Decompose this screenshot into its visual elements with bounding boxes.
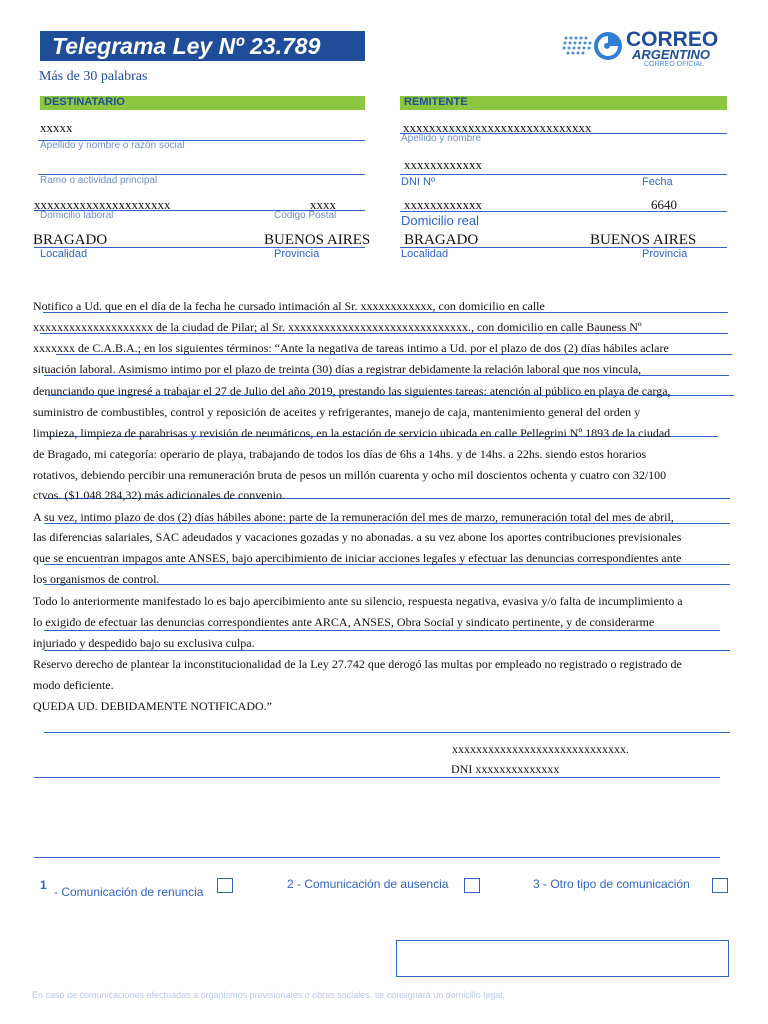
remitente-province-value[interactable]: BUENOS AIRES xyxy=(590,232,697,248)
stamp-box[interactable] xyxy=(396,940,729,977)
logo-word-correo: CORREO xyxy=(626,28,719,51)
body-line: denunciando que ingresé a trabajar el 27 de Julio del año 2019, prestando las siguientes tareas: atención al público en playa de carga, xyxy=(33,384,671,398)
remitente-label: REMITENTE xyxy=(404,96,468,108)
signature-rule xyxy=(34,857,720,858)
remitente-city-value[interactable]: BRAGADO xyxy=(404,232,479,248)
remitente-date-caption: Fecha xyxy=(642,176,673,188)
body-line: xxxxxxx de C.A.B.A.; en los siguientes términos: “Ante la negativa de tareas intimo a Ud. por el plazo de dos (2) días hábiles aclare xyxy=(33,341,669,355)
destinatario-province-value[interactable]: BUENOS AIRES xyxy=(264,232,371,248)
footer-note: En caso de comunicaciones efectuadas a organismos previsionales o obras sociales, se consignará un domicilio legal. xyxy=(32,990,505,1000)
destinatario-province-caption: Provincia xyxy=(274,248,320,260)
option-2-label: 2 - Comunicación de ausencia xyxy=(287,877,449,891)
signature-dni: DNI xxxxxxxxxxxxxx xyxy=(451,762,560,776)
body-line: Reservo derecho de plantear la inconstitucionalidad de la Ley 27.742 que derogó las multas por empleado no registrado o registrado de xyxy=(33,657,682,671)
remitente-province-caption: Provincia xyxy=(642,248,688,260)
logo-swirl-icon xyxy=(592,30,624,62)
remitente-address-line xyxy=(400,211,727,212)
body-line: situación laboral. Asimismo intimo por el plazo de treinta (30) días a registrar debidamente la relación laboral que nos vincula, xyxy=(33,362,642,376)
option-3-checkbox[interactable] xyxy=(712,878,728,893)
body-line: los organismos de control. xyxy=(33,572,160,586)
remitente-dni-value[interactable]: xxxxxxxxxxxx xyxy=(404,157,482,172)
body-line: las diferencias salariales, SAC adeudados y vacaciones gozadas y no abonadas. a su vez abone los aportes contribuciones previsionales xyxy=(33,530,682,544)
signature-rule xyxy=(44,732,730,733)
option-3-label: 3 - Otro tipo de comunicación xyxy=(533,877,690,891)
body-line: de Bragado, mi categoría: operario de playa, trabajando de todos los días de 6hs a 14hs. y de 14hs. a 22hs. siendo estos horarios xyxy=(33,447,647,461)
remitente-dni-line xyxy=(400,174,727,175)
remitente-name-value[interactable]: xxxxxxxxxxxxxxxxxxxxxxxxxxxxx xyxy=(403,120,592,135)
destinatario-postal-caption: Código Postal xyxy=(274,210,337,221)
signature-rule xyxy=(34,777,720,778)
destinatario-activity-caption: Ramo o actividad principal xyxy=(40,175,158,186)
logo-word-argentino: ARGENTINO xyxy=(632,47,710,62)
destinatario-name-value[interactable]: xxxxx xyxy=(40,120,73,135)
option-1-checkbox[interactable] xyxy=(217,878,233,893)
body-line: lo exigido de efectuar las denuncias correspondientes ante ARCA, ANSES, Obra Social y sindicato pertinente, y de considerarme xyxy=(33,615,655,629)
destinatario-city-value[interactable]: BRAGADO xyxy=(33,232,108,248)
remitente-dni-caption: DNI Nº xyxy=(401,176,435,188)
body-line: Notifico a Ud. que en el día de la fecha he cursado intimación al Sr. xxxxxxxxxxxx, con domicilio en calle xyxy=(33,299,545,313)
logo-tagline: CORREO OFICIAL xyxy=(644,61,704,68)
option-1-number: 1 xyxy=(40,878,47,892)
body-line: QUEDA UD. DEBIDAMENTE NOTIFICADO.” xyxy=(33,699,272,713)
remitente-address-caption: Domicilio real xyxy=(401,213,480,228)
body-line: injuriado y despedido bajo su exclusiva culpa. xyxy=(33,636,255,650)
body-line: modo deficiente. xyxy=(33,678,114,692)
body-line: rotativos, debiendo percibir una remuneración bruta de pesos un millón cuarenta y ocho mil doscientos ochenta y cuatro con 32/100 xyxy=(33,468,667,482)
body-line: que se encuentran impagos ante ANSES, bajo apercibimiento de iniciar acciones legales y efectuar las denuncias correspondientes ante xyxy=(33,551,682,565)
body-line: limpieza, limpieza de parabrisas y revisión de neumáticos, en la estación de servicio ubicada en calle Pellegrini Nº 1893 de la ciudad xyxy=(33,426,671,440)
logo-dots-icon xyxy=(562,34,596,58)
destinatario-address-caption: Domicilio laboral xyxy=(40,210,114,221)
form-title: Telegrama Ley Nº 23.789 xyxy=(52,33,321,59)
correo-argentino-logo xyxy=(562,28,732,72)
body-line: Todo lo anteriormente manifestado lo es bajo apercibimiento ante su silencio, respuesta negativa, evasiva y/o falta de incumplimiento a xyxy=(33,594,683,608)
body-line: suministro de combustibles, control y reposición de aceites y refrigerantes, manejo de caja, mantenimiento general del orden y xyxy=(33,405,641,419)
signature-name: xxxxxxxxxxxxxxxxxxxxxxxxxxxxx. xyxy=(452,742,629,756)
body-line: xxxxxxxxxxxxxxxxxxxx de la ciudad de Pilar; al Sr. xxxxxxxxxxxxxxxxxxxxxxxxxxxxxx., con domicilio en calle Bauness Nº xyxy=(33,320,642,334)
destinatario-address-value[interactable]: xxxxxxxxxxxxxxxxxxxxx xyxy=(34,197,171,212)
option-2-checkbox[interactable] xyxy=(464,878,480,893)
form-subtitle: Más de 30 palabras xyxy=(39,69,148,84)
body-line: ctvos. ($1.048.284,32) más adicionales de convenio. xyxy=(33,488,285,502)
destinatario-label: DESTINATARIO xyxy=(44,96,125,108)
destinatario-city-caption: Localidad xyxy=(40,248,88,260)
destinatario-name-caption: Apellido y nombre o razón social xyxy=(40,140,185,151)
body-line: A su vez, intimo plazo de dos (2) días hábiles abone: parte de la remuneración del mes de marzo, remuneración total del mes de abril, xyxy=(33,510,674,524)
remitente-name-caption: Apellido y nombre xyxy=(401,133,482,144)
remitente-city-caption: Localidad xyxy=(401,248,449,260)
remitente-address-value[interactable]: xxxxxxxxxxxx xyxy=(404,197,482,212)
remitente-date-value[interactable]: 6640 xyxy=(651,197,677,212)
destinatario-postal-value[interactable]: xxxx xyxy=(310,197,336,212)
body-rule xyxy=(44,630,720,631)
option-1-label: - Comunicación de renuncia xyxy=(54,885,204,899)
